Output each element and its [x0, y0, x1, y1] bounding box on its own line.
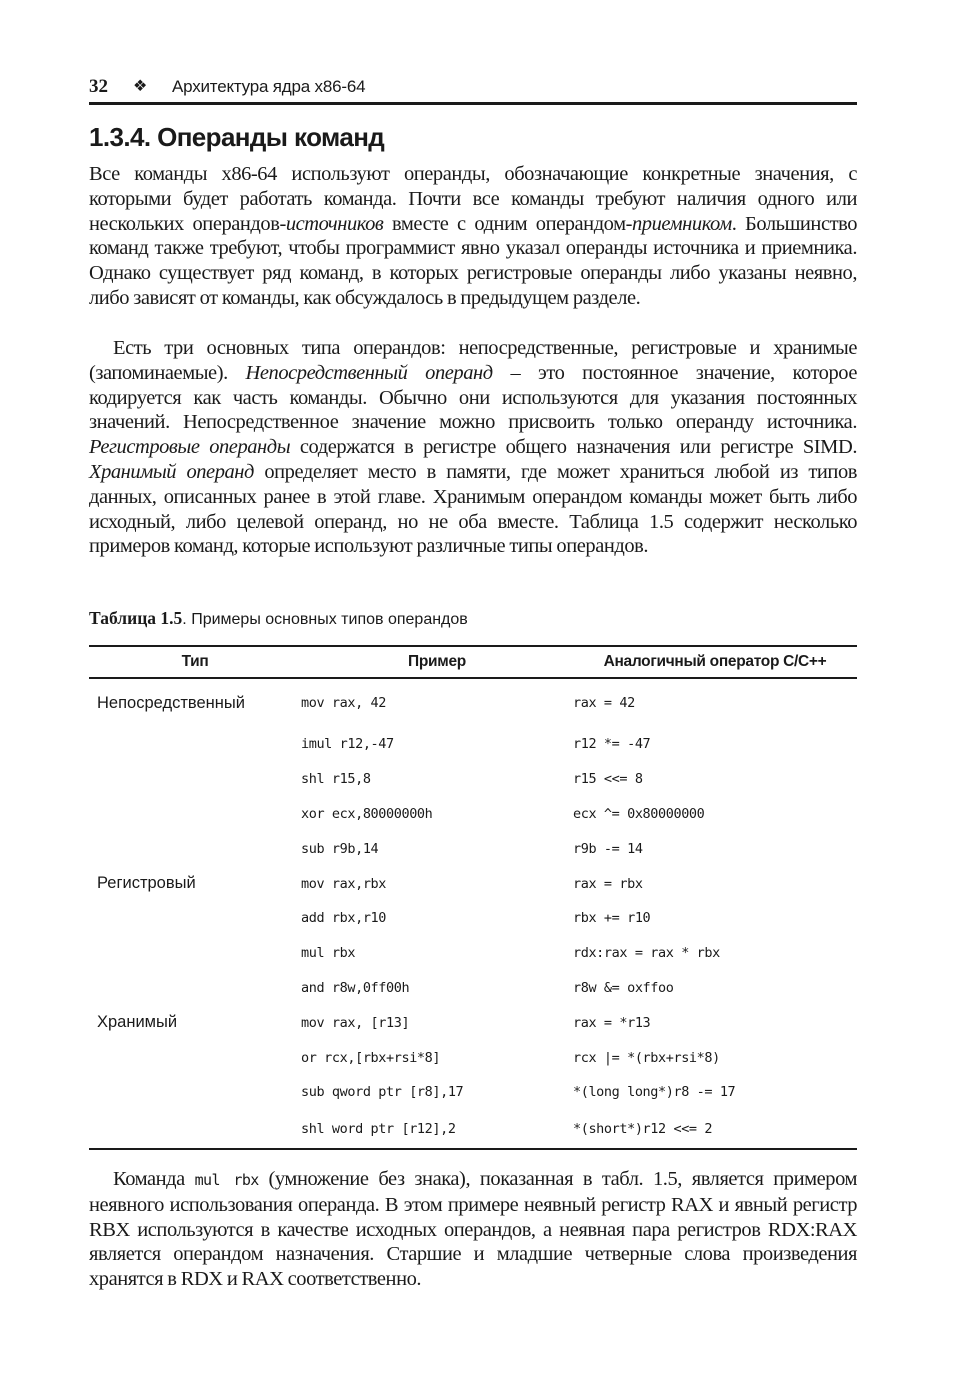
text-run: – это постоянное значение, которое кодируется как часть команды. Обычно они используются для указания постоянных значений. Непосредственное значение можно присвоить только операнду источника.: [89, 361, 857, 434]
cell-type: Непосредственный: [97, 693, 245, 712]
cell-type: Хранимый: [97, 1013, 178, 1032]
table-caption-label: Таблица 1.5: [89, 608, 183, 628]
text-run: Есть три основных типа операндов: непосредственные, регистровые и хранимые (запоминаемые).: [89, 337, 857, 384]
cell-example: shl word ptr [r12],2: [301, 1110, 573, 1149]
cell-type: [89, 901, 301, 936]
inline-code: mul rbx: [194, 1171, 259, 1189]
text-run: . Большинство команд также требуют, чтобы программист явно указал операнды источника и приемника. Однако существует ряд команд, в которых регистровые операнды либо указаны неявно, либо зависят от команды, как обсуждалось в предыдущем разделе.: [89, 212, 857, 309]
table-row: [89, 971, 857, 1006]
cell-type: [89, 1110, 301, 1149]
cell-example: mov rax,rbx: [301, 875, 387, 892]
table-row: [89, 1075, 857, 1110]
table-row: [89, 797, 857, 832]
text-run: определяет место в памяти, где может храниться любой из типов данных, описанных ранее в этой главе. Хранимым операндом команды может быть либо исходный, либо целевой операнд, но не оба вместе. Таблица 1.5 содержит несколько примеров команд, которые используют различные типы операндов.: [89, 460, 857, 558]
table-row: [89, 1005, 857, 1040]
cell-equivalent: rbx += r10: [573, 910, 651, 927]
cell-equivalent: rax = 42: [573, 695, 635, 711]
table-row: [89, 762, 857, 797]
table-row: [89, 831, 857, 866]
cell-type: [89, 1040, 301, 1075]
cell-equivalent: *(short*)r12 <<= 2: [573, 1110, 857, 1149]
text-run: Команда: [113, 1168, 195, 1190]
text-run: Все команды x86-64 используют операнды, обозначающие конкретные значения, с которыми будет работать команда. Почти все команды требуют наличия одного или нескольких операндов-: [89, 163, 857, 235]
table-caption: [89, 608, 468, 629]
cell-example: shl r15,8: [301, 771, 371, 788]
text-run: (умножение без знака), показанная в табл. 1.5, является примером неявного использования операнда. В этом примере неявный регистр RAX и явный регистр RBX используются в качестве исходных операндов, а неявная пара регистров RDX:RAX является операндом назначения. Старшие и младшие четверные слова произведения хранятся в RDX и RAX соответственно.: [89, 1168, 858, 1291]
cell-example: mul rbx: [301, 945, 356, 962]
header-equivalent: Аналогичный оператор C/C++: [573, 646, 857, 678]
table-header-row: [89, 646, 857, 678]
cell-example: or rcx,[rbx+rsi*8]: [301, 1049, 441, 1066]
page-number: 32: [89, 76, 108, 97]
operand-types-table: [89, 645, 857, 1150]
cell-equivalent: rax = *r13: [573, 1014, 651, 1031]
cell-equivalent: rdx:rax = rax * rbx: [573, 945, 720, 962]
cell-example: xor ecx,80000000h: [301, 805, 433, 822]
cell-equivalent: r8w &= oxffoo: [573, 979, 674, 996]
cell-type: [89, 797, 301, 832]
cell-type: [89, 727, 301, 762]
table-row: [89, 678, 857, 727]
header-type: Тип: [89, 646, 301, 678]
ornament-icon: ❖: [133, 78, 148, 95]
cell-example: sub qword ptr [r8],17: [301, 1084, 464, 1101]
cell-equivalent: r12 *= -47: [573, 736, 651, 753]
chapter-title: Архитектура ядра x86-64: [172, 77, 366, 96]
cell-type: [89, 1075, 301, 1110]
text-run: вместе с одним операндом-: [383, 212, 632, 235]
cell-equivalent: rcx |= *(rbx+rsi*8): [573, 1049, 720, 1066]
cell-type: [89, 762, 301, 797]
cell-example: sub r9b,14: [301, 840, 379, 857]
header-example: Пример: [301, 646, 573, 678]
cell-equivalent: rax = rbx: [573, 875, 643, 892]
paragraph-1: [89, 162, 857, 311]
emphasis: Хранимый операнд: [89, 460, 254, 483]
cell-type: [89, 971, 301, 1006]
cell-type: [89, 831, 301, 866]
table-row: [89, 901, 857, 936]
table-row: [89, 727, 857, 762]
running-head: [89, 76, 857, 105]
table-row: [89, 866, 857, 901]
table-row: [89, 936, 857, 971]
cell-example: and r8w,0ff00h: [301, 979, 410, 996]
table-caption-text: . Примеры основных типов операндов: [182, 611, 468, 628]
cell-example: mov rax, 42: [301, 695, 387, 711]
cell-equivalent: *(long long*)r8 -= 17: [573, 1084, 736, 1101]
cell-type: Регистровый: [97, 874, 196, 893]
table-row: [89, 1110, 857, 1149]
emphasis: Регистровые операнды: [89, 436, 291, 459]
text-run: содержатся в регистре общего назначения или регистре SIMD.: [290, 436, 857, 459]
cell-equivalent: r9b -= 14: [573, 840, 643, 857]
section-title: 1.3.4. Операнды команд: [89, 122, 385, 152]
table-row: [89, 1040, 857, 1075]
cell-equivalent: ecx ^= 0x80000000: [573, 805, 705, 822]
cell-type: [89, 936, 301, 971]
cell-equivalent: r15 <<= 8: [573, 771, 643, 788]
paragraph-3: [89, 1167, 857, 1292]
table-body: [89, 678, 857, 1149]
paragraph-2: [89, 336, 857, 559]
emphasis: приемником: [632, 212, 732, 235]
cell-example: add rbx,r10: [301, 910, 387, 927]
cell-example: imul r12,-47: [301, 736, 394, 753]
emphasis: источников: [285, 212, 384, 235]
cell-example: mov rax, [r13]: [301, 1014, 410, 1031]
emphasis: Непосредственный операнд: [245, 361, 493, 384]
